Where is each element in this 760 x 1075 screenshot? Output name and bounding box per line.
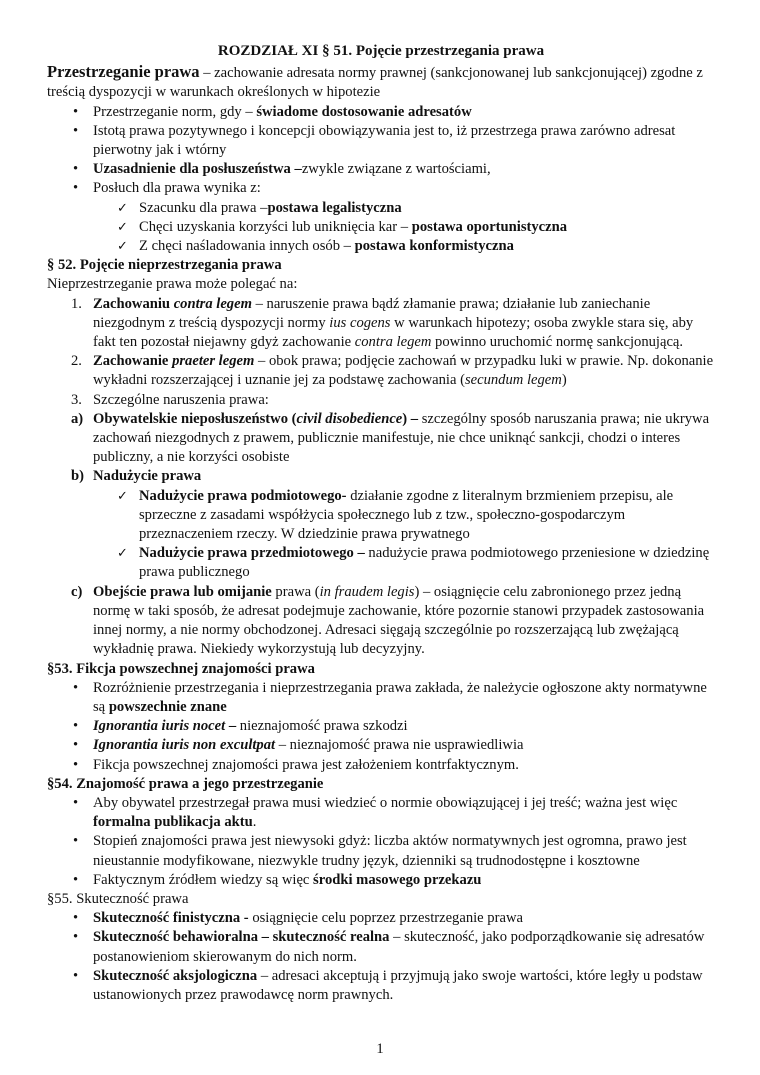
- bullet-icon: •: [73, 122, 79, 139]
- checkmark-icon: ✓: [117, 219, 128, 235]
- bullet-icon: •: [73, 103, 79, 120]
- checkmark-icon: ✓: [117, 200, 128, 216]
- list-item: • Skuteczność finistyczna - osiągnięcie celu poprzez przestrzeganie prawa: [47, 909, 715, 928]
- bullet-icon: •: [73, 871, 79, 888]
- chapter-title: ROZDZIAŁ XI § 51. Pojęcie przestrzegania prawa: [217, 43, 545, 59]
- list-item: b) Nadużycie prawa: [71, 468, 202, 485]
- intro-text: – zachowanie adresata normy prawnej (sankcjonowanej lub sankcjonującej) zgodne z treścią dyspozycji w warunkach określonych w hipotezie: [47, 65, 703, 101]
- checkmark-icon: ✓: [117, 239, 128, 255]
- s51-check-list: [47, 199, 715, 257]
- list-item: c) Obejście prawa lub omijanie prawa (in fraudem legis) – osiągnięcie celu zabronionego przez jedną normę w taki sposób, że adresat podejmuje zachowanie, które pozornie stanowi przypadek zastosowania innej normy, a nie normy obchodzonej. Adresaci sięgają szczególnie po rozszerzającą lub zwężającą wykładnię prawa. Niekiedy wykorzystują lub decyzyjny.: [71, 583, 705, 658]
- list-item: • Skuteczność behawioralna – skuteczność realna – skuteczność, jako podporządkowanie się adresatów postanowieniom skierowanym do nich norm.: [73, 929, 705, 965]
- list-item: 1. Zachowaniu contra legem – naruszenie prawa bądź złamanie prawa; działanie lub zaniechanie niezgodnym z treścią dyspozycji normy ius cogens w warunkach hipotezy; osoba zwykle stara się, aby fakt ten pozostał niejawny gdyż zachowanie contra legem powinno uruchomić normę sankcjonującą.: [71, 295, 694, 351]
- s53-bullet-list: [47, 679, 715, 775]
- list-item: • Istotą prawa pozytywnego i koncepcji obowiązywania jest to, iż przestrzega prawa zarówno adresat pierwotny jak i wtórny: [73, 122, 676, 159]
- section-52-intro: Nieprzestrzeganie prawa może polegać na:: [47, 276, 298, 293]
- bullet-icon: •: [73, 929, 79, 946]
- bullet-icon: •: [73, 756, 79, 773]
- bullet-icon: •: [73, 967, 79, 984]
- bullet-icon: •: [73, 794, 79, 811]
- list-item: ✓ Z chęci naśladowania innych osób – postawa konformistyczna: [47, 237, 715, 256]
- document-body: [47, 42, 715, 1005]
- list-item: • Fikcja powszechnej znajomości prawa jest założeniem kontrfaktycznym.: [47, 756, 715, 775]
- list-item: ✓ Nadużycie prawa przedmiotowego – nadużycie prawa podmiotowego przeniesione w dziedzinę prawa publicznego: [117, 545, 710, 581]
- list-item: • Rozróżnienie przestrzegania i nieprzestrzegania prawa zakłada, że należycie ogłoszone akty normatywne są powszechnie znane: [73, 679, 707, 715]
- list-item: • Faktycznym źródłem wiedzy są więc środki masowego przekazu: [47, 871, 715, 890]
- bullet-icon: •: [73, 161, 79, 178]
- list-item: • Ignorantia iuris non excultpat – nieznajomość prawa nie usprawiedliwia: [47, 736, 715, 755]
- intro-term: Przestrzeganie prawa: [47, 62, 200, 82]
- s54-bullet-list: [47, 794, 715, 890]
- bullet-icon: •: [73, 180, 79, 197]
- list-item: 2. Zachowanie praeter legem – obok prawa; podjęcie zachowań w przypadku luki w prawie. Np. dokonanie wykładni rozszerzającej i uznanie jej za podstawę zachowania (secundum legem): [71, 353, 714, 389]
- section-heading-52: § 52. Pojęcie nieprzestrzegania prawa: [47, 257, 282, 274]
- s52-numbered-list: [47, 295, 715, 410]
- list-item: • Przestrzeganie norm, gdy – świadome dostosowanie adresatów: [47, 103, 715, 122]
- list-item: 3. Szczególne naruszenia prawa:: [71, 391, 269, 408]
- list-item: • Ignorantia iuris nocet – nieznajomość prawa szkodzi: [47, 717, 715, 736]
- bullet-icon: •: [73, 737, 79, 754]
- section-heading-54: §54. Znajomość prawa a jego przestrzeganie: [47, 775, 324, 792]
- list-item: a) Obywatelskie nieposłuszeństwo (civil disobedience) – szczególny sposób naruszania prawa; nie ukrywa zachowań niezgodnych z prawem, publicznie manifestuje, nie chce uniknąć sankcji, chodzi o interes publiczny, a nie korzyści osobiste: [71, 410, 710, 466]
- checkmark-icon: ✓: [117, 546, 128, 562]
- list-item: • Stopień znajomości prawa jest niewysoki gdyż: liczba aktów normatywnych jest ogromna, prawo jest nieustannie modyfikowane, niezwykle trudny język, dzienniki są trudnodostępne i kosztowne: [73, 833, 687, 869]
- list-item: • Uzasadnienie dla posłuszeństwa –zwykle związane z wartościami,: [47, 160, 715, 179]
- intro-definition: [47, 62, 715, 102]
- s52-lettered-list-cont: [47, 583, 715, 660]
- s52-abuse-check-list: [47, 487, 715, 583]
- bullet-icon: •: [73, 833, 79, 850]
- list-item: • Skuteczność aksjologiczna – adresaci akceptują i przyjmują jako swoje wartości, które legły u podstaw ustanowionych przez prawodawcę norm prawnych.: [73, 967, 703, 1003]
- page-number: 1: [376, 1041, 384, 1057]
- s55-bullet-list: [47, 909, 715, 1005]
- list-item: ✓ Nadużycie prawa podmiotowego- działanie zgodne z literalnym brzmieniem przepisu, ale sprzeczne z zasadami współżycia społecznego lub z tzw., społeczno-gospodarczym przeznaczeniem rzeczy. W dziedzinie prawa prywatnego: [117, 487, 674, 543]
- bullet-icon: •: [73, 718, 79, 735]
- s52-lettered-list: [47, 410, 715, 487]
- list-item: ✓ Chęci uzyskania korzyści lub uniknięcia kar – postawa oportunistyczna: [47, 218, 715, 237]
- list-item: ✓ Szacunku dla prawa –postawa legalistyczna: [47, 199, 715, 218]
- list-item: • Posłuch dla prawa wynika z:: [47, 179, 715, 198]
- checkmark-icon: ✓: [117, 488, 128, 504]
- list-item: • Aby obywatel przestrzegał prawa musi wiedzieć o normie obowiązującej i jej treść; ważna jest więc formalna publikacja aktu.: [73, 794, 678, 831]
- s51-bullet-list: [47, 103, 715, 199]
- bullet-icon: •: [73, 910, 79, 927]
- section-heading-55: §55. Skuteczność prawa: [47, 890, 189, 907]
- bullet-icon: •: [73, 679, 79, 696]
- section-heading-53: §53. Fikcja powszechnej znajomości prawa: [47, 660, 315, 677]
